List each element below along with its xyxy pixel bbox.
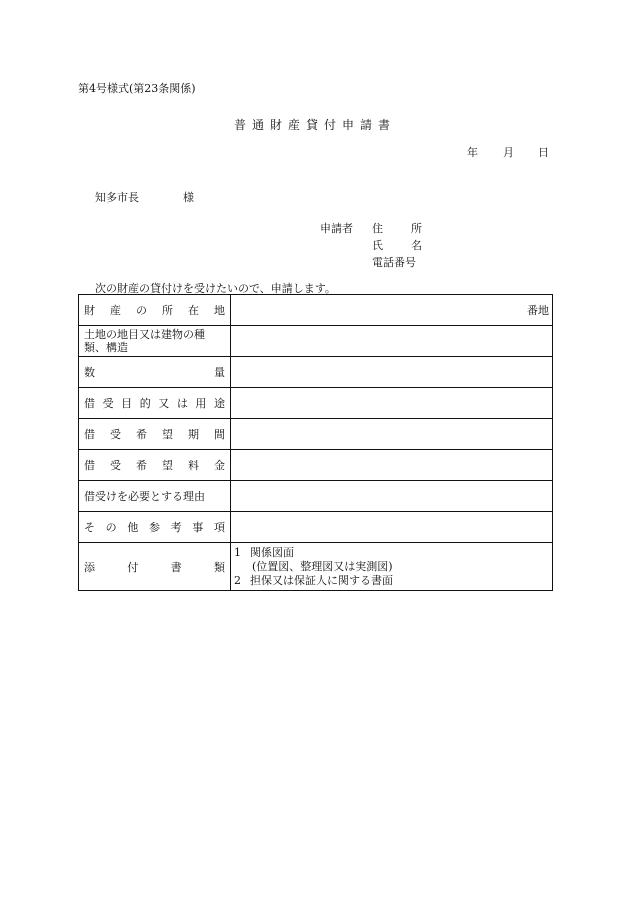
label-fee: 借 受 希 望 料 金 <box>79 450 231 481</box>
table-row <box>79 512 553 543</box>
value-property-location[interactable] <box>231 295 553 326</box>
date-month: 月 <box>503 146 514 159</box>
label-property-location: 財 産 の 所 在 地 <box>79 295 231 326</box>
label-attachments: 添 付 書 類 <box>79 543 231 591</box>
applicant-label: 申請者 <box>320 222 353 235</box>
label-quantity: 数 量 <box>79 357 231 388</box>
addressee-name: 知多市長 <box>95 191 139 204</box>
label-purpose: 借 受 目 的 又 は 用 途 <box>79 388 231 419</box>
table-row <box>79 295 553 326</box>
addressee-honorific: 様 <box>183 191 194 204</box>
table-row <box>79 450 553 481</box>
value-attachments <box>231 543 553 591</box>
table-row <box>79 543 553 591</box>
applicant-name-field: 氏 名 <box>372 239 422 252</box>
value-other-notes[interactable] <box>231 512 553 543</box>
value-period[interactable] <box>231 419 553 450</box>
date-day: 日 <box>538 146 549 159</box>
applicant-block <box>320 220 422 271</box>
application-table <box>78 294 553 591</box>
form-number: 第4号様式(第23条関係) <box>78 82 196 95</box>
table-row <box>79 481 553 512</box>
list-item: 1 関係図面 <box>234 545 294 559</box>
addressee <box>95 189 194 205</box>
applicant-phone-field: 電話番号 <box>372 256 416 269</box>
table-row <box>79 388 553 419</box>
label-other-notes: そ の 他 参 考 事 項 <box>79 512 231 543</box>
value-purpose[interactable] <box>231 388 553 419</box>
date-year: 年 <box>467 146 478 159</box>
label-land-category: 土地の地目又は建物の種類、構造 <box>79 326 231 357</box>
table-row <box>79 326 553 357</box>
value-fee[interactable] <box>231 450 553 481</box>
value-quantity[interactable] <box>231 357 553 388</box>
value-reason[interactable] <box>231 481 553 512</box>
intro-text: 次の財産の貸付けを受けたいので、申請します。 <box>95 282 336 295</box>
document-title: 普通財産貸付申請書 <box>233 118 396 132</box>
table-row <box>79 419 553 450</box>
list-item: (位置図、整理図又は実測図) <box>252 559 393 573</box>
value-land-category[interactable] <box>231 326 553 357</box>
table-row <box>79 357 553 388</box>
applicant-address-field: 住 所 <box>372 222 422 235</box>
label-reason: 借受けを必要とする理由 <box>79 481 231 512</box>
banchi-label: 番地 <box>527 304 549 317</box>
label-period: 借 受 希 望 期 間 <box>79 419 231 450</box>
list-item: 2 担保又は保証人に関する書面 <box>234 573 393 587</box>
